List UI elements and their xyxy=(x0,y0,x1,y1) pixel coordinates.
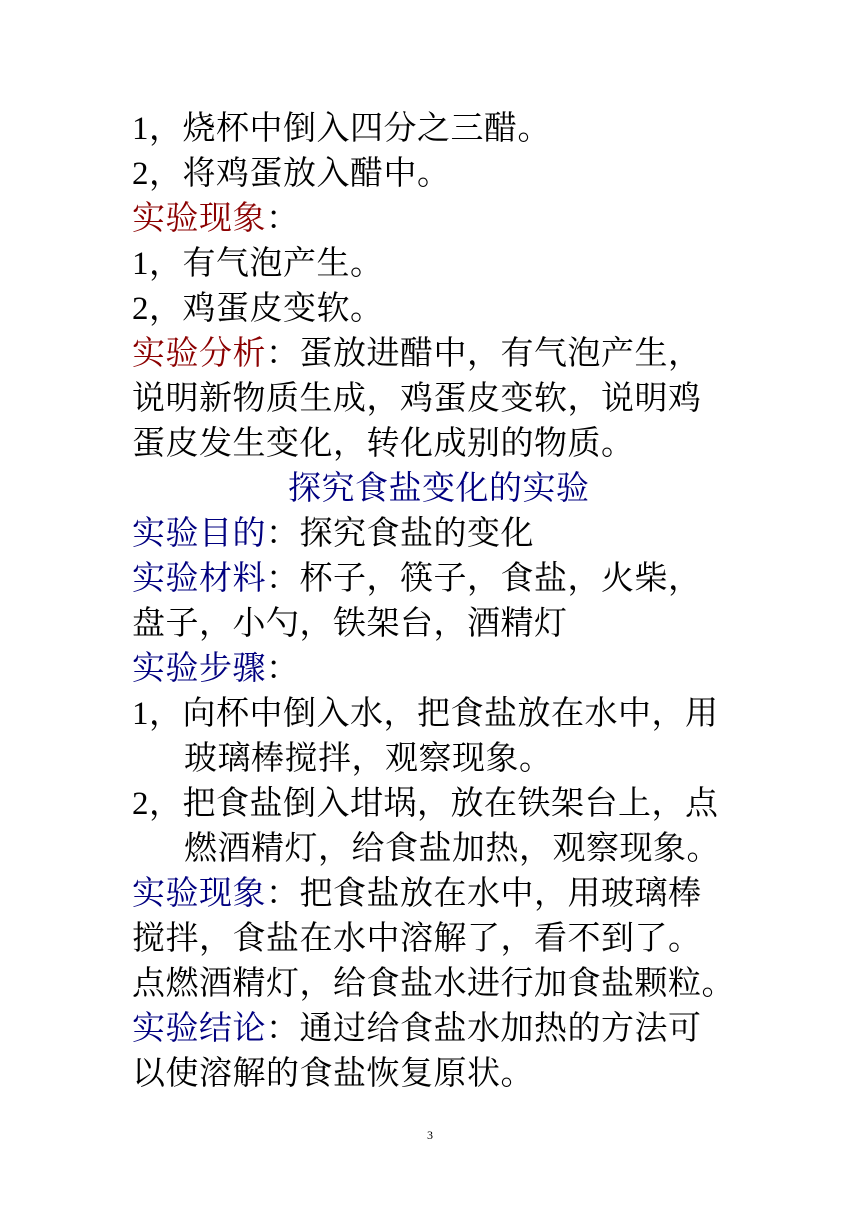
step-text: ，将鸡蛋放入醋中。 xyxy=(149,153,451,192)
colon: ： xyxy=(266,198,300,237)
egg-phenomenon-2 xyxy=(132,286,384,331)
salt-steps-heading-line xyxy=(132,646,300,690)
step-number: 2 xyxy=(132,786,149,822)
salt-conclusion-line-1 xyxy=(132,1006,702,1050)
step-number: 1 xyxy=(132,696,149,732)
salt-phenomena-line-3: 点燃酒精灯，给食盐水进行加食盐颗粒。 xyxy=(132,963,735,1002)
step-number: 1 xyxy=(132,111,149,147)
section-heading: 实验现象 xyxy=(132,198,266,237)
salt-conclusion-line-2: 以使溶解的食盐恢复原状。 xyxy=(132,1053,534,1092)
paragraph-text: ：蛋放进醋中，有气泡产生， xyxy=(266,333,702,372)
section-heading: 实验目的 xyxy=(132,513,266,552)
step-text: ，向杯中倒入水，把食盐放在水中，用 xyxy=(149,693,719,732)
item-text: ，有气泡产生。 xyxy=(149,243,384,282)
salt-purpose-line xyxy=(132,511,534,555)
salt-phenomena-line-1 xyxy=(132,871,702,915)
egg-step-1 xyxy=(132,106,551,151)
egg-phenomenon-1 xyxy=(132,241,384,286)
salt-experiment-title: 探究食盐变化的实验 xyxy=(288,468,590,507)
item-number: 1 xyxy=(132,246,149,282)
salt-step-1-line-1 xyxy=(132,691,719,736)
item-text: ，鸡蛋皮变软。 xyxy=(149,288,384,327)
page-number: 3 xyxy=(427,1128,433,1142)
section-heading: 实验分析 xyxy=(132,333,266,372)
salt-step-2-line-1 xyxy=(132,781,719,826)
section-heading: 实验步骤 xyxy=(132,648,266,687)
egg-analysis-line-1 xyxy=(132,331,702,375)
paragraph-text: ：杯子，筷子，食盐，火柴， xyxy=(266,558,702,597)
salt-phenomena-line-2: 搅拌，食盐在水中溶解了，看不到了。 xyxy=(132,918,702,957)
colon: ： xyxy=(266,648,300,687)
paragraph-text: ：探究食盐的变化 xyxy=(266,513,534,552)
item-number: 2 xyxy=(132,291,149,327)
egg-phenomena-heading-line xyxy=(132,196,300,240)
step-number: 2 xyxy=(132,156,149,192)
section-heading: 实验现象 xyxy=(132,873,266,912)
paragraph-text: ：把食盐放在水中，用玻璃棒 xyxy=(266,873,702,912)
salt-step-1-line-2: 玻璃棒搅拌，观察现象。 xyxy=(184,738,553,777)
step-text: ，把食盐倒入坩埚，放在铁架台上，点 xyxy=(149,783,719,822)
paragraph-text: ：通过给食盐水加热的方法可 xyxy=(266,1008,702,1047)
salt-step-2-line-2: 燃酒精灯，给食盐加热，观察现象。 xyxy=(184,828,720,867)
salt-materials-line-1 xyxy=(132,556,702,600)
salt-materials-line-2: 盘子，小勺，铁架台，酒精灯 xyxy=(132,603,568,642)
section-heading: 实验结论 xyxy=(132,1008,266,1047)
step-text: ，烧杯中倒入四分之三醋。 xyxy=(149,108,551,147)
egg-step-2 xyxy=(132,151,451,196)
egg-analysis-line-3: 蛋皮发生变化，转化成别的物质。 xyxy=(132,423,635,462)
section-heading: 实验材料 xyxy=(132,558,266,597)
egg-analysis-line-2: 说明新物质生成，鸡蛋皮变软，说明鸡 xyxy=(132,378,702,417)
